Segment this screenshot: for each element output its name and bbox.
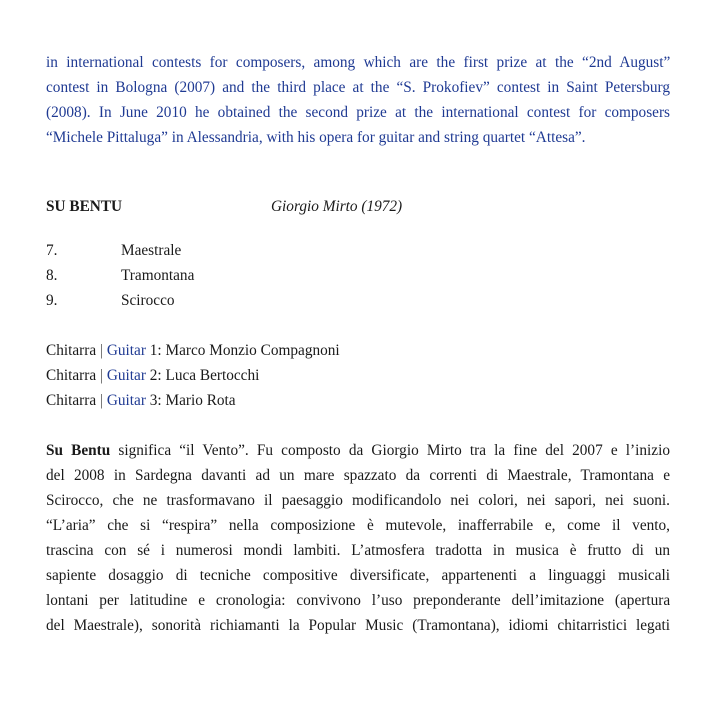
bio-line: “Michele Pittaluga” in Alessandria, with his opera for guitar and string quartet “Attesa”.: [46, 129, 586, 146]
performer-detail: 2: Luca Bertocchi: [145, 367, 260, 384]
performer-detail: 1: Marco Monzio Compagnoni: [145, 342, 340, 359]
piece-composer: Giorgio Mirto (1972): [271, 198, 403, 215]
description-line: del 2008 in Sardegna davanti ad un mare spazzato da correnti di Maestrale, Tramontana e: [46, 467, 670, 484]
label-separator: |: [99, 392, 104, 409]
piece-title: SU BENTU: [46, 198, 123, 215]
movement-name: Scirocco: [121, 292, 175, 309]
description-line-text: significa “il Vento”. Fu composto da Giorgio Mirto tra la fine del 2007 e l’inizio: [110, 442, 670, 459]
movement-number: 9.: [46, 292, 58, 309]
description-line: [46, 438, 670, 463]
performer-list: [46, 338, 670, 413]
movement-name: Maestrale: [121, 242, 182, 259]
label-separator: |: [99, 342, 104, 359]
bio-line: in international contests for composers, among which are the first prize at the “2nd August”: [46, 54, 671, 71]
movement-item: [46, 238, 670, 263]
performer-item: [46, 363, 670, 388]
movement-name: Tramontana: [121, 267, 195, 284]
description-line: sapiente dosaggio di tecniche compositive diversificate, appartenenti a linguaggi musicali: [46, 567, 670, 584]
piece-description: [46, 438, 670, 638]
movement-item: [46, 288, 670, 313]
instrument-label-it: Chitarra: [46, 367, 97, 384]
description-line: “L’aria” che si “respira” nella composizione è mutevole, inafferrabile e, come il vento,: [46, 517, 670, 534]
movement-number: 7.: [46, 242, 58, 259]
bio-line: contest in Bologna (2007) and the third place at the “S. Prokofiev” contest in Saint Petersburg: [46, 79, 670, 96]
performer-item: [46, 388, 670, 413]
performer-item: [46, 338, 670, 363]
movement-item: [46, 263, 670, 288]
instrument-label-it: Chitarra: [46, 342, 97, 359]
description-lead: Su Bentu: [46, 442, 111, 459]
movement-number: 8.: [46, 267, 58, 284]
instrument-label-it: Chitarra: [46, 392, 97, 409]
description-line: trascina con sé i numerosi mondi lambiti. L’atmosfera tradotta in musica è frutto di un: [46, 542, 670, 559]
program-page: [46, 50, 670, 638]
description-line: del Maestrale), sonorità richiamanti la Popular Music (Tramontana), idiomi chitarristici legati: [46, 617, 670, 634]
performer-detail: 3: Mario Rota: [145, 392, 236, 409]
instrument-label-en: Guitar: [106, 392, 146, 409]
instrument-label-en: Guitar: [106, 367, 146, 384]
composer-bio: [46, 50, 670, 150]
piece-heading: [46, 194, 670, 219]
movement-list: [46, 238, 670, 313]
instrument-label-en: Guitar: [106, 342, 146, 359]
bio-line: (2008). In June 2010 he obtained the second prize at the international contest for composers: [46, 104, 670, 121]
description-line: Scirocco, che ne trasformavano il paesaggio modificandolo nei colori, nei sapori, nei suoni.: [46, 492, 670, 509]
label-separator: |: [99, 367, 104, 384]
description-line: lontani per latitudine e cronologia: convivono l’uso preponderante dell’imitazione (apertura: [46, 592, 671, 609]
